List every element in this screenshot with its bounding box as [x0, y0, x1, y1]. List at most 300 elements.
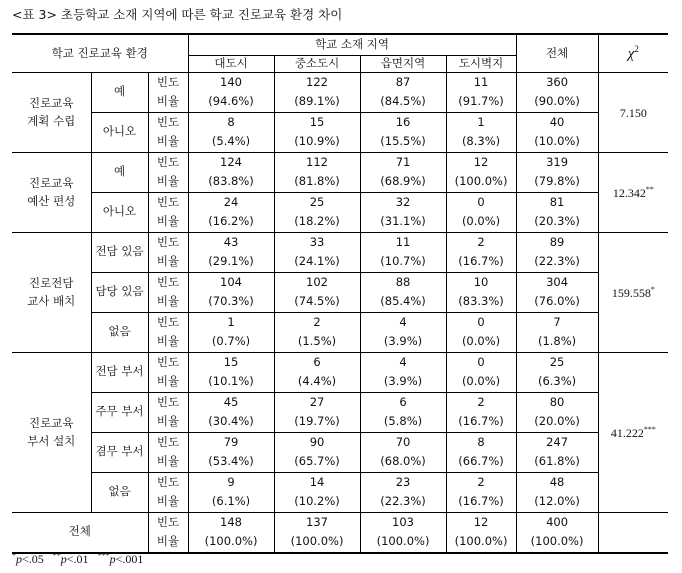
- pct-value: (61.8%): [534, 454, 580, 469]
- chi-square-value: [598, 352, 668, 512]
- ratio-label: 비율: [156, 454, 180, 469]
- footnote-level-1: <.05: [22, 552, 44, 566]
- stacked-cell: [189, 193, 274, 232]
- stat-label: [148, 432, 188, 472]
- value-cell: [516, 152, 598, 192]
- pct-value: (10.9%): [294, 134, 340, 149]
- freq-value: 2: [313, 314, 321, 329]
- footnote-stars-3: ***: [97, 551, 110, 560]
- stat-label: [148, 472, 188, 512]
- pct-value: (6.3%): [537, 374, 577, 389]
- freq-value: 48: [549, 474, 565, 489]
- stacked-cell: [149, 473, 188, 512]
- stacked-cell: [189, 313, 274, 352]
- stacked-cell: [361, 113, 446, 152]
- stacked-cell: [149, 353, 188, 392]
- freq-value: 15: [309, 114, 325, 129]
- value-cell: [188, 312, 274, 352]
- value-cell: [360, 392, 446, 432]
- ratio-label: 비율: [156, 414, 180, 429]
- value-cell: [360, 112, 446, 152]
- stacked-cell: [447, 113, 516, 152]
- pct-value: (70.3%): [208, 294, 254, 309]
- value-cell: [188, 352, 274, 392]
- pct-value: (91.7%): [458, 94, 504, 109]
- freq-label: 빈도: [156, 234, 180, 249]
- ratio-label: 비율: [156, 374, 180, 389]
- freq-value: 0: [477, 194, 485, 209]
- stacked-cell: [447, 513, 516, 552]
- freq-value: 1: [477, 114, 485, 129]
- pct-value: (10.1%): [208, 374, 254, 389]
- stacked-cell: [275, 233, 360, 272]
- category-label: 담당 있음: [91, 272, 148, 312]
- chi-superscript: 2: [634, 43, 639, 54]
- stacked-cell: [517, 273, 598, 312]
- freq-label: 빈도: [156, 514, 180, 529]
- total-row: [12, 512, 668, 553]
- pct-value: (10.2%): [294, 494, 340, 509]
- group-label-line: 계획 수립: [27, 114, 76, 128]
- pct-value: (31.1%): [380, 214, 426, 229]
- stacked-cell: [275, 433, 360, 472]
- freq-value: 6: [313, 354, 321, 369]
- value-cell: [274, 192, 360, 232]
- stacked-cell: [447, 73, 516, 112]
- freq-value: 124: [220, 154, 242, 169]
- table-row: [12, 72, 668, 112]
- ratio-label: 비율: [156, 174, 180, 189]
- value-cell: [188, 152, 274, 192]
- pct-value: (65.7%): [294, 454, 340, 469]
- value-cell: [516, 72, 598, 112]
- freq-value: 24: [223, 194, 239, 209]
- stacked-cell: [361, 513, 446, 552]
- chi-stars: **: [645, 184, 654, 194]
- freq-value: 9: [227, 474, 235, 489]
- freq-value: 25: [549, 354, 565, 369]
- value-cell: [274, 432, 360, 472]
- stacked-cell: [189, 153, 274, 192]
- stacked-cell: [361, 153, 446, 192]
- value-cell: [360, 72, 446, 112]
- value-cell: [446, 112, 516, 152]
- ratio-label: 비율: [156, 134, 180, 149]
- stat-label: [148, 72, 188, 112]
- value-cell: [516, 352, 598, 392]
- group-label-line: 진로전담: [29, 276, 74, 290]
- stacked-cell: [447, 273, 516, 312]
- stacked-cell: [361, 393, 446, 432]
- pct-value: (1.5%): [297, 334, 337, 349]
- value-cell: [188, 272, 274, 312]
- stacked-cell: [361, 433, 446, 472]
- ratio-label: 비율: [156, 294, 180, 309]
- freq-value: 32: [395, 194, 411, 209]
- pct-value: (66.7%): [458, 454, 504, 469]
- value-cell: [516, 472, 598, 512]
- pct-value: (16.7%): [458, 254, 504, 269]
- stacked-cell: [149, 273, 188, 312]
- group-label: [12, 72, 91, 152]
- col-header-rural: 읍면지역: [360, 55, 446, 72]
- value-cell: [446, 232, 516, 272]
- pct-value: (15.5%): [380, 134, 426, 149]
- freq-value: 80: [549, 394, 565, 409]
- freq-value: 88: [395, 274, 411, 289]
- ratio-label: 비율: [156, 254, 180, 269]
- stacked-cell: [275, 513, 360, 552]
- stacked-cell: [149, 513, 188, 552]
- freq-value: 10: [473, 274, 489, 289]
- value-cell: [360, 312, 446, 352]
- stacked-cell: [517, 433, 598, 472]
- col-header-small-city: 중소도시: [274, 55, 360, 72]
- stacked-cell: [275, 113, 360, 152]
- category-label: 아니오: [91, 112, 148, 152]
- ratio-label: 비율: [156, 94, 180, 109]
- freq-value: 8: [227, 114, 235, 129]
- group-label: [12, 232, 91, 352]
- col-header-remote: 도시벽지: [446, 55, 516, 72]
- freq-value: 23: [395, 474, 411, 489]
- stacked-cell: [447, 313, 516, 352]
- value-cell: [360, 472, 446, 512]
- pct-value: (89.1%): [294, 94, 340, 109]
- pct-value: (100.0%): [530, 534, 584, 549]
- group-label-line: 부서 설치: [27, 434, 76, 448]
- value-cell: [446, 432, 516, 472]
- chi-number: 159.558: [611, 285, 651, 300]
- stacked-cell: [149, 433, 188, 472]
- pct-value: (22.3%): [534, 254, 580, 269]
- chi-square-value: [598, 72, 668, 152]
- pct-value: (4.4%): [297, 374, 337, 389]
- stat-label: [148, 192, 188, 232]
- pct-value: (16.2%): [208, 214, 254, 229]
- pct-value: (100.0%): [290, 534, 344, 549]
- stacked-cell: [517, 313, 598, 352]
- chi-stars: *: [650, 284, 655, 294]
- freq-value: 12: [473, 154, 489, 169]
- footnote-level-2: <.01: [66, 552, 89, 566]
- freq-value: 103: [392, 514, 414, 529]
- value-cell: [446, 312, 516, 352]
- category-label: 전담 있음: [91, 232, 148, 272]
- chi-square-value: [598, 232, 668, 352]
- freq-value: 140: [220, 74, 242, 89]
- table-row: [12, 152, 668, 192]
- footnote-p-3: p: [109, 552, 116, 566]
- value-cell: [188, 192, 274, 232]
- pct-value: (74.5%): [294, 294, 340, 309]
- stacked-cell: [275, 473, 360, 512]
- value-cell: [188, 392, 274, 432]
- stat-label: [148, 272, 188, 312]
- value-cell: [274, 312, 360, 352]
- freq-value: 15: [223, 354, 239, 369]
- footnote-level-3: <.001: [115, 552, 144, 566]
- value-cell: [188, 432, 274, 472]
- freq-value: 112: [306, 154, 328, 169]
- pct-value: (68.9%): [380, 174, 426, 189]
- freq-value: 71: [395, 154, 411, 169]
- total-value-cell: [188, 512, 274, 553]
- freq-value: 137: [306, 514, 328, 529]
- freq-value: 319: [546, 154, 569, 169]
- freq-value: 70: [395, 434, 411, 449]
- freq-label: 빈도: [156, 394, 180, 409]
- stacked-cell: [517, 73, 598, 112]
- stacked-cell: [361, 233, 446, 272]
- freq-value: 90: [309, 434, 325, 449]
- value-cell: [188, 232, 274, 272]
- freq-value: 400: [546, 514, 569, 529]
- value-cell: [274, 272, 360, 312]
- stacked-cell: [189, 513, 274, 552]
- chi-number: 41.222: [610, 425, 644, 440]
- freq-value: 1: [227, 314, 235, 329]
- chi-number: 7.150: [619, 105, 647, 120]
- chi-symbol: χ: [627, 45, 635, 62]
- group-label: [12, 152, 91, 232]
- stacked-cell: [189, 393, 274, 432]
- freq-value: 0: [477, 354, 485, 369]
- freq-value: 16: [395, 114, 411, 129]
- pct-value: (3.9%): [383, 374, 423, 389]
- value-cell: [188, 72, 274, 112]
- freq-label: 빈도: [156, 154, 180, 169]
- group-label-line: 진로교육: [29, 416, 74, 430]
- group-label-line: 진로교육: [29, 96, 74, 110]
- pct-value: (100.0%): [204, 534, 258, 549]
- value-cell: [446, 272, 516, 312]
- pct-value: (79.8%): [534, 174, 580, 189]
- stacked-cell: [447, 193, 516, 232]
- stacked-cell: [149, 73, 188, 112]
- stacked-cell: [275, 273, 360, 312]
- value-cell: [446, 392, 516, 432]
- stacked-cell: [447, 433, 516, 472]
- value-cell: [274, 152, 360, 192]
- stat-label: [148, 312, 188, 352]
- chi-square-value: [598, 152, 668, 232]
- stacked-cell: [275, 313, 360, 352]
- value-cell: [360, 192, 446, 232]
- stacked-cell: [361, 193, 446, 232]
- stacked-cell: [275, 153, 360, 192]
- freq-value: 79: [223, 434, 239, 449]
- value-cell: [188, 112, 274, 152]
- stacked-cell: [149, 313, 188, 352]
- freq-value: 43: [223, 234, 239, 249]
- category-label: 주무 부서: [91, 392, 148, 432]
- pct-value: (18.2%): [294, 214, 340, 229]
- freq-label: 빈도: [156, 274, 180, 289]
- pct-value: (12.0%): [534, 494, 580, 509]
- stacked-cell: [517, 473, 598, 512]
- stacked-cell: [517, 233, 598, 272]
- col-header-metro: 대도시: [188, 55, 274, 72]
- pct-value: (10.7%): [380, 254, 426, 269]
- pct-value: (94.6%): [208, 94, 254, 109]
- stacked-cell: [447, 353, 516, 392]
- pct-value: (0.7%): [211, 334, 251, 349]
- category-label: 예: [91, 152, 148, 192]
- stacked-cell: [275, 393, 360, 432]
- value-cell: [446, 152, 516, 192]
- ratio-label: 비율: [156, 534, 180, 549]
- freq-value: 8: [477, 434, 485, 449]
- value-cell: [360, 272, 446, 312]
- freq-label: 빈도: [156, 114, 180, 129]
- value-cell: [360, 232, 446, 272]
- total-label: 전체: [12, 512, 148, 553]
- stacked-cell: [517, 393, 598, 432]
- table-row: [12, 432, 668, 472]
- value-cell: [188, 472, 274, 512]
- value-cell: [446, 352, 516, 392]
- value-cell: [516, 392, 598, 432]
- freq-value: 33: [309, 234, 325, 249]
- freq-value: 360: [546, 74, 569, 89]
- stat-label: [148, 512, 188, 553]
- stacked-cell: [149, 393, 188, 432]
- freq-value: 304: [546, 274, 569, 289]
- stacked-cell: [189, 233, 274, 272]
- group-label: [12, 352, 91, 512]
- pct-value: (19.7%): [294, 414, 340, 429]
- ratio-label: 비율: [156, 334, 180, 349]
- pct-value: (84.5%): [380, 94, 426, 109]
- stat-label: [148, 392, 188, 432]
- stacked-cell: [517, 153, 598, 192]
- freq-value: 45: [223, 394, 239, 409]
- freq-value: 2: [477, 394, 485, 409]
- ratio-label: 비율: [156, 214, 180, 229]
- stacked-cell: [447, 393, 516, 432]
- table-row: [12, 192, 668, 232]
- value-cell: [274, 352, 360, 392]
- footnote-p-2: p: [60, 552, 67, 566]
- category-label: 예: [91, 72, 148, 112]
- value-cell: [516, 232, 598, 272]
- pct-value: (0.0%): [461, 334, 501, 349]
- freq-value: 0: [477, 314, 485, 329]
- chi-number: 12.342: [612, 185, 646, 200]
- value-cell: [516, 432, 598, 472]
- value-cell: [274, 232, 360, 272]
- freq-value: 104: [220, 274, 242, 289]
- value-cell: [446, 472, 516, 512]
- value-cell: [274, 392, 360, 432]
- stacked-cell: [517, 113, 598, 152]
- freq-label: 빈도: [156, 194, 180, 209]
- freq-value: 2: [477, 474, 485, 489]
- total-header: 전체: [516, 34, 598, 72]
- value-cell: [516, 312, 598, 352]
- freq-value: 40: [549, 114, 565, 129]
- freq-value: 2: [477, 234, 485, 249]
- freq-value: 4: [399, 354, 407, 369]
- stacked-cell: [447, 153, 516, 192]
- category-label: 겸무 부서: [91, 432, 148, 472]
- pct-value: (5.8%): [383, 414, 423, 429]
- pct-value: (83.8%): [208, 174, 254, 189]
- pct-value: (85.4%): [380, 294, 426, 309]
- pct-value: (5.4%): [211, 134, 251, 149]
- freq-value: 81: [549, 194, 565, 209]
- stacked-cell: [517, 353, 598, 392]
- total-value-cell: [446, 512, 516, 553]
- freq-value: 7: [553, 314, 561, 329]
- value-cell: [516, 272, 598, 312]
- freq-label: 빈도: [156, 434, 180, 449]
- freq-value: 122: [306, 74, 328, 89]
- stacked-cell: [149, 153, 188, 192]
- freq-value: 11: [395, 234, 411, 249]
- pct-value: (100.0%): [454, 174, 508, 189]
- stacked-cell: [275, 193, 360, 232]
- freq-value: 89: [549, 234, 565, 249]
- pct-value: (6.1%): [211, 494, 251, 509]
- pct-value: (22.3%): [380, 494, 426, 509]
- stat-label: [148, 112, 188, 152]
- pct-value: (30.4%): [208, 414, 254, 429]
- footnote: [12, 551, 143, 567]
- pct-value: (100.0%): [454, 534, 508, 549]
- value-cell: [360, 432, 446, 472]
- ratio-label: 비율: [156, 494, 180, 509]
- pct-value: (8.3%): [461, 134, 501, 149]
- value-cell: [446, 72, 516, 112]
- table-row: [12, 312, 668, 352]
- stacked-cell: [517, 193, 598, 232]
- pct-value: (29.1%): [208, 254, 254, 269]
- freq-value: 247: [546, 434, 569, 449]
- stacked-cell: [447, 233, 516, 272]
- value-cell: [274, 472, 360, 512]
- freq-value: 4: [399, 314, 407, 329]
- freq-label: 빈도: [156, 314, 180, 329]
- freq-value: 12: [473, 514, 489, 529]
- category-label: 아니오: [91, 192, 148, 232]
- stacked-cell: [275, 353, 360, 392]
- stacked-cell: [517, 513, 598, 552]
- pct-value: (16.7%): [458, 494, 504, 509]
- total-value-cell: [274, 512, 360, 553]
- pct-value: (1.8%): [537, 334, 577, 349]
- pct-value: (100.0%): [376, 534, 430, 549]
- stacked-cell: [361, 273, 446, 312]
- pct-value: (90.0%): [534, 94, 580, 109]
- value-cell: [360, 152, 446, 192]
- stacked-cell: [361, 313, 446, 352]
- stacked-cell: [189, 73, 274, 112]
- stacked-cell: [361, 353, 446, 392]
- stacked-cell: [189, 353, 274, 392]
- category-label: 없음: [91, 472, 148, 512]
- table-row: [12, 392, 668, 432]
- pct-value: (20.0%): [534, 414, 580, 429]
- freq-value: 11: [473, 74, 489, 89]
- stacked-cell: [189, 473, 274, 512]
- category-label: 전담 부서: [91, 352, 148, 392]
- pct-value: (3.9%): [383, 334, 423, 349]
- table-row: [12, 112, 668, 152]
- category-label: 없음: [91, 312, 148, 352]
- stacked-cell: [275, 73, 360, 112]
